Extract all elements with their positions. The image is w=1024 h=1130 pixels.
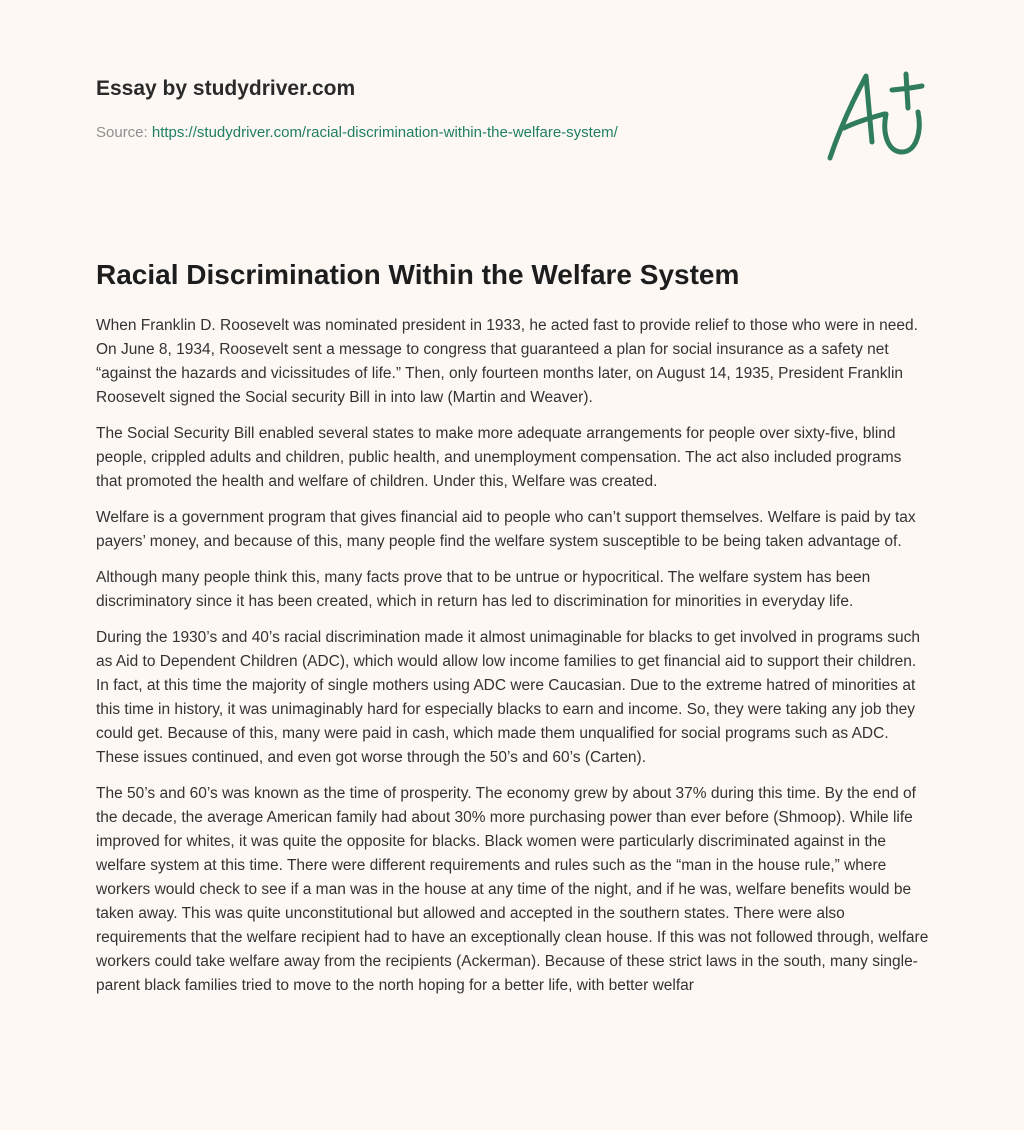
page-header <box>96 72 796 144</box>
article-body <box>96 314 930 1010</box>
article-paragraph: During the 1930’s and 40’s racial discrimination made it almost unimaginable for blacks to get involved in programs such as Aid to Dependent Children (ADC), which would allow low income families to get financial aid to support their children. In fact, at this time the majority of single mothers using ADC were Caucasian. Due to the extreme hatred of minorities at this time in history, it was unimaginably hard for especially blacks to earn and income. So, they were taking any job they could get. Because of this, many were paid in cash, which made them unqualified for social programs such as ADC. These issues continued, and even got worse through the 50’s and 60’s (Carten). <box>96 629 920 766</box>
source-line <box>96 122 796 144</box>
site-brand: Essay by studydriver.com <box>96 77 356 100</box>
article-paragraph: Welfare is a government program that gives financial aid to people who can’t support themselves. Welfare is paid by tax payers’ money, and because of this, many people find the welfare system susceptible to be being taken advantage of. <box>96 509 916 550</box>
article-paragraph: The 50’s and 60’s was known as the time of prosperity. The economy grew by about 37% during this time. By the end of the decade, the average American family had about 30% more purchasing power than ever before (Shmoop). While life improved for whites, it was quite the opposite for blacks. Black women were particularly discriminated against in the welfare system at this time. There were different requirements and rules such as the “man in the house rule,” where workers would check to see if a man was in the house at any time of the night, and if he was, welfare benefits would be taken away. This was quite unconstitutional but allowed and accepted in the southern states. There were also requirements that the welfare recipient had to have an exceptionally clean house. If this was not followed through, welfare workers could take welfare away from the recipients (Ackerman). Because of these strict laws in the south, many single-parent black families tried to move to the north hoping for a better life, with better welfar <box>96 785 929 994</box>
article-paragraph: When Franklin D. Roosevelt was nominated president in 1933, he acted fast to provide relief to those who were in need. On June 8, 1934, Roosevelt sent a message to congress that guaranteed a plan for social insurance as a safety net “against the hazards and vicissitudes of life.” Then, only fourteen months later, on August 14, 1935, President Franklin Roosevelt signed the Social security Bill in into law (Martin and Weaver). <box>96 317 918 406</box>
source-link[interactable]: https://studydriver.com/racial-discrimination-within-the-welfare-system/ <box>151 124 618 141</box>
a-plus-grade-logo-icon <box>822 68 926 164</box>
article-paragraph: Although many people think this, many facts prove that to be untrue or hypocritical. The welfare system has been discriminatory since it has been created, which in return has led to discrimination for minorities in everyday life. <box>96 569 871 610</box>
source-label: Source: <box>96 124 148 141</box>
article-title: Racial Discrimination Within the Welfare System <box>96 259 740 290</box>
article-paragraph: The Social Security Bill enabled several states to make more adequate arrangements for people over sixty-five, blind people, crippled adults and children, public health, and unemployment compensation. The act also included programs that promoted the health and welfare of children. Under this, Welfare was created. <box>96 425 902 490</box>
